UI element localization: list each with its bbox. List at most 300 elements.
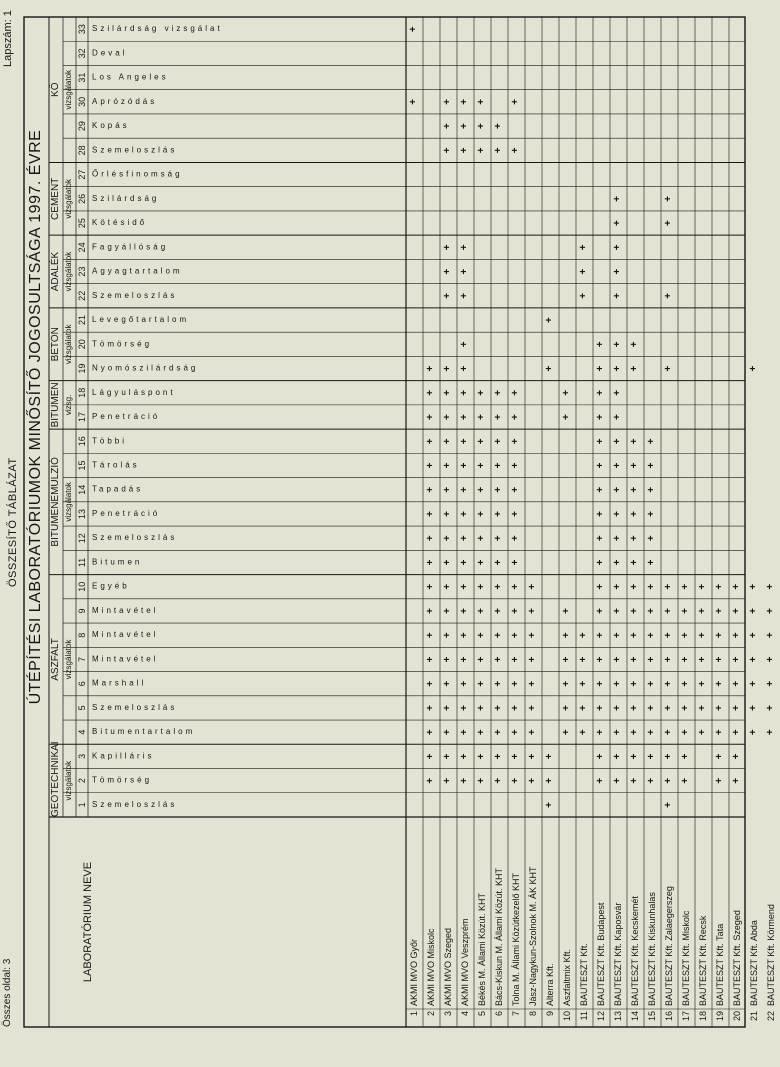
mark-plus: + <box>663 656 674 663</box>
mark-plus: + <box>425 486 436 493</box>
mark-plus: + <box>663 292 674 299</box>
mark-plus: + <box>714 753 725 760</box>
mark-plus: + <box>663 583 674 590</box>
mark-plus: + <box>595 535 606 542</box>
page-count: Összes oldal: 3 <box>2 958 13 1027</box>
lab-name: BAUTESZT Kft. Recsk <box>698 915 708 1006</box>
mark-plus: + <box>612 583 623 590</box>
mark-plus: + <box>510 511 521 517</box>
mark-plus: + <box>459 535 470 542</box>
mark-plus: + <box>408 98 419 105</box>
mark-plus: + <box>697 656 708 663</box>
mark-plus: + <box>493 705 504 711</box>
mark-plus: + <box>493 680 504 687</box>
mark-plus: + <box>731 632 742 639</box>
mark-plus: + <box>459 292 470 299</box>
row-number: 19 <box>715 1011 725 1022</box>
mark-plus: + <box>510 486 521 493</box>
mark-plus: + <box>612 244 623 251</box>
mark-plus: + <box>612 438 623 445</box>
mark-plus: + <box>612 777 623 784</box>
column-number: 1 <box>77 802 87 808</box>
mark-plus: + <box>663 729 674 736</box>
mark-plus: + <box>510 535 521 542</box>
summary-title: ÖSSZESÍTŐ TÁBLÁZAT <box>7 457 19 587</box>
mark-plus: + <box>442 511 453 517</box>
mark-plus: + <box>561 632 572 639</box>
group-header: BITUMENEMULZIÓ <box>50 457 61 547</box>
mark-plus: + <box>425 777 436 784</box>
mark-plus: + <box>442 414 453 420</box>
column-number: 20 <box>77 339 87 350</box>
mark-plus: + <box>476 559 487 566</box>
column-number: 24 <box>77 242 87 253</box>
mark-plus: + <box>442 438 453 445</box>
mark-plus: + <box>408 26 419 33</box>
mark-plus: + <box>510 147 521 154</box>
mark-plus: + <box>697 608 708 614</box>
row-number: 11 <box>579 1011 589 1021</box>
mark-plus: + <box>510 777 521 784</box>
mark-plus: + <box>544 317 555 323</box>
mark-plus: + <box>629 656 640 663</box>
column-number: 29 <box>77 121 87 132</box>
mark-plus: + <box>544 753 555 760</box>
lab-name: BAUTESZT Kft. Kecskemét <box>630 896 640 1006</box>
mark-plus: + <box>663 220 674 226</box>
mark-plus: + <box>765 583 776 590</box>
mark-plus: + <box>578 244 589 251</box>
row-number: 8 <box>528 1011 538 1017</box>
mark-plus: + <box>442 777 453 784</box>
mark-plus: + <box>663 801 674 808</box>
mark-plus: + <box>442 147 453 154</box>
mark-plus: + <box>459 632 470 639</box>
column-test-name: Szemeloszlás <box>92 145 178 155</box>
lab-name: Alterra Kft. <box>545 963 555 1006</box>
mark-plus: + <box>714 608 725 614</box>
column-test-name: Tárolás <box>92 460 140 470</box>
column-number: 7 <box>77 656 87 662</box>
column-test-name: Kapilláris <box>92 751 155 761</box>
mark-plus: + <box>442 389 453 396</box>
table-title: ÚTÉPÍTÉSI LABORATÓRIUMOK MINŐSÍTŐ JOGOSULTSÁGA 1997. ÉVRE <box>27 129 44 705</box>
mark-plus: + <box>612 268 623 275</box>
lab-name: BAUTESZT Kft. Kaposvár <box>613 902 623 1006</box>
mark-plus: + <box>527 753 538 760</box>
lab-name: BAUTESZT Kft. Abda <box>749 920 759 1006</box>
column-test-name: Szemeloszlás <box>92 533 178 543</box>
mark-plus: + <box>629 535 640 542</box>
mark-plus: + <box>697 583 708 590</box>
mark-plus: + <box>493 414 504 420</box>
mark-plus: + <box>612 535 623 542</box>
mark-plus: + <box>510 414 521 420</box>
mark-plus: + <box>510 632 521 639</box>
mark-plus: + <box>629 365 640 372</box>
mark-plus: + <box>595 389 606 396</box>
mark-plus: + <box>646 729 657 736</box>
mark-plus: + <box>595 680 606 687</box>
mark-plus: + <box>612 462 623 469</box>
row-number: 18 <box>698 1011 708 1022</box>
column-number: 16 <box>77 436 87 447</box>
mark-plus: + <box>629 729 640 736</box>
mark-plus: + <box>459 608 470 614</box>
mark-plus: + <box>629 559 640 566</box>
mark-plus: + <box>425 632 436 639</box>
column-number: 5 <box>77 705 87 711</box>
mark-plus: + <box>425 656 436 663</box>
group-subheader: vizsgálatok <box>64 482 73 522</box>
mark-plus: + <box>578 680 589 687</box>
mark-plus: + <box>442 123 453 130</box>
mark-plus: + <box>425 438 436 445</box>
mark-plus: + <box>663 195 674 202</box>
mark-plus: + <box>527 705 538 711</box>
column-number: 26 <box>77 193 87 204</box>
mark-plus: + <box>697 680 708 687</box>
mark-plus: + <box>425 535 436 542</box>
column-test-name: Őrlésfinomság <box>92 169 183 179</box>
mark-plus: + <box>663 365 674 372</box>
mark-plus: + <box>680 656 691 663</box>
mark-plus: + <box>476 486 487 493</box>
column-test-name: Tapadás <box>92 484 144 494</box>
mark-plus: + <box>629 583 640 590</box>
lab-header: LABORATÓRIUM NEVE <box>82 861 94 983</box>
column-number: 21 <box>77 315 87 326</box>
mark-plus: + <box>442 98 453 105</box>
column-number: 19 <box>77 363 87 374</box>
group-subheader: vizsgálatok <box>64 69 73 110</box>
lab-name: BAUTESZT Kft. Szeged <box>732 910 742 1006</box>
group-subheader: vizsg. <box>64 394 73 416</box>
mark-plus: + <box>544 801 555 808</box>
mark-plus: + <box>663 608 674 614</box>
lab-name: BAUTESZT Kft. Tata <box>715 923 725 1006</box>
column-number: 22 <box>77 290 87 301</box>
mark-plus: + <box>629 462 640 469</box>
mark-plus: + <box>442 486 453 493</box>
mark-plus: + <box>425 462 436 469</box>
mark-plus: + <box>476 535 487 542</box>
mark-plus: + <box>459 680 470 687</box>
group-header: KŐ <box>50 82 61 97</box>
mark-plus: + <box>612 680 623 687</box>
mark-plus: + <box>442 608 453 614</box>
mark-plus: + <box>476 462 487 469</box>
column-test-name: Szemeloszlás <box>92 290 178 300</box>
mark-plus: + <box>765 729 776 736</box>
column-number: 9 <box>77 608 87 614</box>
group-subheader: vizsgálatok <box>64 639 73 680</box>
mark-plus: + <box>663 777 674 784</box>
mark-plus: + <box>459 147 470 154</box>
mark-plus: + <box>646 705 657 711</box>
column-test-name: Mintavétel <box>92 605 159 615</box>
mark-plus: + <box>595 583 606 590</box>
mark-plus: + <box>646 438 657 445</box>
mark-plus: + <box>476 729 487 736</box>
mark-plus: + <box>442 705 453 711</box>
mark-plus: + <box>595 559 606 566</box>
column-test-name: Lágyuláspont <box>92 387 176 397</box>
mark-plus: + <box>765 608 776 614</box>
mark-plus: + <box>459 753 470 760</box>
mark-plus: + <box>459 656 470 663</box>
mark-plus: + <box>476 656 487 663</box>
mark-plus: + <box>612 656 623 663</box>
mark-plus: + <box>493 753 504 760</box>
mark-plus: + <box>493 656 504 663</box>
mark-plus: + <box>697 729 708 736</box>
mark-plus: + <box>629 608 640 614</box>
mark-plus: + <box>595 365 606 372</box>
mark-plus: + <box>646 583 657 590</box>
mark-plus: + <box>425 583 436 590</box>
mark-plus: + <box>459 777 470 784</box>
mark-plus: + <box>544 777 555 784</box>
mark-plus: + <box>459 123 470 130</box>
mark-plus: + <box>442 244 453 251</box>
mark-plus: + <box>680 632 691 639</box>
mark-plus: + <box>510 389 521 396</box>
mark-plus: + <box>578 656 589 663</box>
mark-plus: + <box>425 753 436 760</box>
mark-plus: + <box>748 608 759 614</box>
mark-plus: + <box>561 729 572 736</box>
mark-plus: + <box>442 268 453 275</box>
mark-plus: + <box>612 608 623 614</box>
row-number: 5 <box>477 1011 487 1017</box>
mark-plus: + <box>527 729 538 736</box>
mark-plus: + <box>510 656 521 663</box>
mark-plus: + <box>561 680 572 687</box>
mark-plus: + <box>493 147 504 154</box>
mark-plus: + <box>425 389 436 396</box>
mark-plus: + <box>646 656 657 663</box>
group-subheader: vizsgálatok <box>64 251 73 292</box>
mark-plus: + <box>714 632 725 639</box>
mark-plus: + <box>425 680 436 687</box>
mark-plus: + <box>442 365 453 372</box>
mark-plus: + <box>476 511 487 517</box>
mark-plus: + <box>646 462 657 469</box>
column-number: 23 <box>77 266 87 277</box>
column-test-name: Agyagtartalom <box>92 266 183 276</box>
mark-plus: + <box>442 729 453 736</box>
mark-plus: + <box>493 511 504 517</box>
lab-name: BAUTESZT Kft. Zalaegerszeg <box>664 886 674 1006</box>
column-test-name: Kopás <box>92 121 130 131</box>
lab-name: Bács-Kiskun M. Állami Közút. KHT <box>494 867 504 1006</box>
group-header: ADALÉK <box>50 251 61 292</box>
column-number: 12 <box>77 533 87 544</box>
mark-plus: + <box>663 705 674 711</box>
column-test-name: Szemeloszlás <box>92 702 178 712</box>
mark-plus: + <box>595 656 606 663</box>
mark-plus: + <box>629 486 640 493</box>
lab-name: BAUTESZT Kft. Budapest <box>596 902 606 1006</box>
mark-plus: + <box>476 123 487 130</box>
mark-plus: + <box>510 753 521 760</box>
mark-plus: + <box>612 414 623 420</box>
row-number: 4 <box>460 1011 470 1017</box>
mark-plus: + <box>697 705 708 711</box>
row-number: 13 <box>613 1011 623 1022</box>
mark-plus: + <box>731 777 742 784</box>
mark-plus: + <box>425 414 436 420</box>
mark-plus: + <box>459 462 470 469</box>
lab-name: Tolna M. Állami Közútkezelő KHT <box>511 872 521 1006</box>
mark-plus: + <box>459 486 470 493</box>
row-number: 12 <box>596 1011 606 1022</box>
mark-plus: + <box>612 753 623 760</box>
mark-plus: + <box>714 583 725 590</box>
mark-plus: + <box>493 389 504 396</box>
mark-plus: + <box>748 656 759 663</box>
mark-plus: + <box>442 292 453 299</box>
column-number: 13 <box>77 508 87 519</box>
column-test-name: Szilárdság vizsgálat <box>92 24 223 34</box>
mark-plus: + <box>442 535 453 542</box>
mark-plus: + <box>663 680 674 687</box>
mark-plus: + <box>731 729 742 736</box>
mark-plus: + <box>595 341 606 348</box>
mark-plus: + <box>714 680 725 687</box>
sheet-number: Lapszám: 1 <box>2 10 14 67</box>
mark-plus: + <box>595 705 606 711</box>
mark-plus: + <box>714 729 725 736</box>
mark-plus: + <box>527 656 538 663</box>
row-number: 16 <box>664 1011 674 1022</box>
mark-plus: + <box>646 511 657 517</box>
mark-plus: + <box>612 341 623 348</box>
mark-plus: + <box>476 389 487 396</box>
mark-plus: + <box>680 583 691 590</box>
column-number: 18 <box>77 387 87 398</box>
mark-plus: + <box>561 414 572 420</box>
mark-plus: + <box>510 98 521 105</box>
row-number: 2 <box>426 1011 436 1017</box>
mark-plus: + <box>595 486 606 493</box>
mark-plus: + <box>476 583 487 590</box>
column-number: 33 <box>77 24 87 35</box>
group-header: CEMENT <box>50 177 61 220</box>
mark-plus: + <box>459 729 470 736</box>
mark-plus: + <box>629 632 640 639</box>
mark-plus: + <box>510 705 521 711</box>
column-test-name: Fagyállóság <box>92 242 169 252</box>
mark-plus: + <box>493 777 504 784</box>
row-number: 6 <box>494 1011 504 1017</box>
column-test-name: Szemeloszlás <box>92 799 178 809</box>
mark-plus: + <box>595 729 606 736</box>
mark-plus: + <box>595 462 606 469</box>
mark-plus: + <box>731 608 742 614</box>
column-test-name: Marshall <box>92 678 147 688</box>
mark-plus: + <box>459 268 470 275</box>
mark-plus: + <box>765 705 776 711</box>
mark-plus: + <box>493 486 504 493</box>
mark-plus: + <box>459 438 470 445</box>
mark-plus: + <box>646 753 657 760</box>
mark-plus: + <box>493 123 504 130</box>
mark-plus: + <box>578 705 589 711</box>
mark-plus: + <box>595 753 606 760</box>
mark-plus: + <box>459 244 470 251</box>
mark-plus: + <box>646 486 657 493</box>
mark-plus: + <box>595 632 606 639</box>
lab-name: Jász-Nagykun-Szolnok M. ÁK KHT <box>528 866 538 1006</box>
mark-plus: + <box>510 608 521 614</box>
mark-plus: + <box>459 341 470 348</box>
column-test-name: Deval <box>92 48 128 58</box>
mark-plus: + <box>527 680 538 687</box>
lab-name: AKMI MVO Szeged <box>443 927 453 1006</box>
column-test-name: Bitumentartalom <box>92 727 196 737</box>
mark-plus: + <box>646 535 657 542</box>
mark-plus: + <box>680 705 691 711</box>
mark-plus: + <box>629 753 640 760</box>
mark-plus: + <box>442 753 453 760</box>
mark-plus: + <box>493 583 504 590</box>
column-number: 31 <box>77 72 87 83</box>
mark-plus: + <box>527 632 538 639</box>
lab-name: AKMI MVO Miskolc <box>426 928 436 1006</box>
column-number: 30 <box>77 96 87 107</box>
mark-plus: + <box>646 777 657 784</box>
mark-plus: + <box>612 705 623 711</box>
column-test-name: Egyéb <box>92 581 130 591</box>
mark-plus: + <box>493 535 504 542</box>
column-number: 11 <box>77 557 87 568</box>
column-test-name: Nyomószilárdság <box>92 363 199 373</box>
column-test-name: Penetráció <box>92 412 161 421</box>
lab-name: Aszfaltmix Kft. <box>562 948 572 1006</box>
lab-name: BAUTESZT Kft. <box>579 943 589 1006</box>
mark-plus: + <box>476 753 487 760</box>
mark-plus: + <box>595 438 606 445</box>
lab-name: BAUTESZT Kft. Körmend <box>766 904 776 1006</box>
mark-plus: + <box>442 632 453 639</box>
mark-plus: + <box>425 705 436 711</box>
mark-plus: + <box>595 777 606 784</box>
mark-plus: + <box>442 656 453 663</box>
group-header: BETON <box>50 327 61 362</box>
lab-name: Békés M. Állami Közút. KHT <box>477 892 487 1006</box>
mark-plus: + <box>425 559 436 566</box>
mark-plus: + <box>646 680 657 687</box>
mark-plus: + <box>629 777 640 784</box>
mark-plus: + <box>510 729 521 736</box>
column-test-name: Kötésidő <box>92 218 148 228</box>
mark-plus: + <box>663 753 674 760</box>
mark-plus: + <box>646 632 657 639</box>
mark-plus: + <box>510 462 521 469</box>
mark-plus: + <box>510 583 521 590</box>
mark-plus: + <box>476 414 487 420</box>
mark-plus: + <box>629 680 640 687</box>
column-number: 25 <box>77 218 87 229</box>
mark-plus: + <box>561 608 572 614</box>
mark-plus: + <box>493 729 504 736</box>
mark-plus: + <box>612 292 623 299</box>
mark-plus: + <box>425 511 436 517</box>
mark-plus: + <box>459 705 470 711</box>
mark-plus: + <box>476 147 487 154</box>
